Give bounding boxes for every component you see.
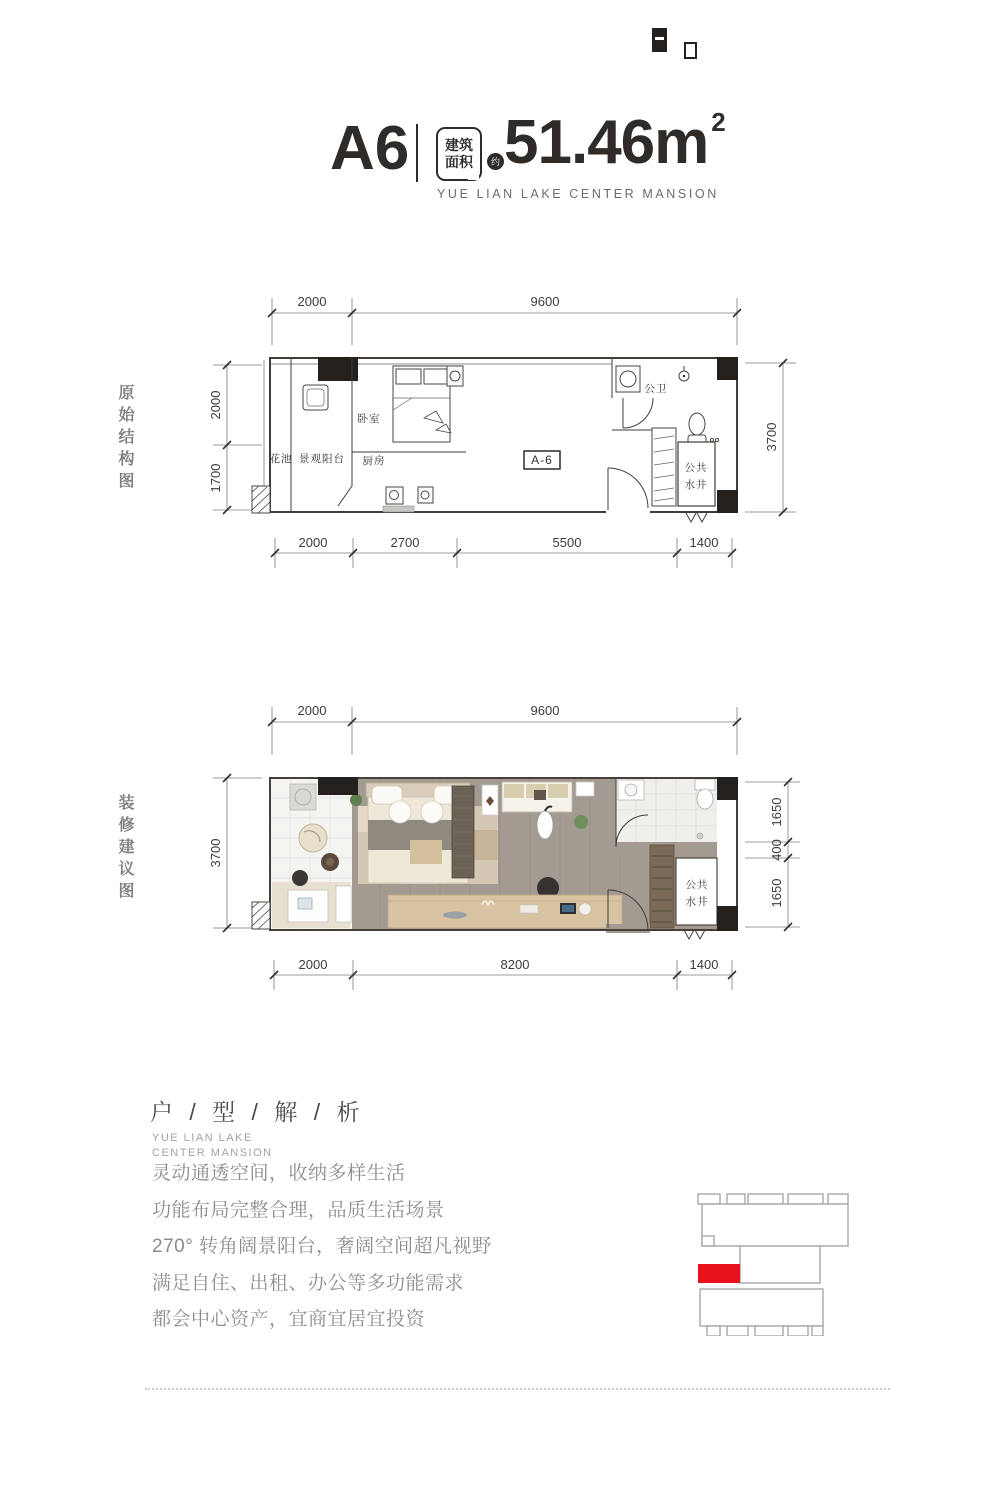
- p1-label-public-bath: 公卫: [644, 383, 668, 395]
- p1-dim-2700b: 2700: [390, 535, 420, 550]
- p1-water-well-line2: 水井: [684, 479, 708, 491]
- original-plan-label: 原始结构图: [116, 384, 133, 494]
- p1-dim-2000l: 2000: [208, 390, 223, 420]
- p2-hall-wardrobe: [650, 845, 674, 928]
- p1-bed: [393, 366, 451, 442]
- area-value: [504, 107, 725, 177]
- analysis-point-3: 270° 转角阔景阳台，奢阔空间超凡视野: [152, 1236, 492, 1257]
- p1-label-bedroom: 卧室: [357, 413, 381, 425]
- p1-dim-3700r: 3700: [764, 422, 779, 452]
- p1-label-kitchen: 厨房: [362, 455, 386, 467]
- p1-unit-tag-text: A-6: [531, 453, 553, 467]
- p2-dim-bottom: [270, 957, 736, 990]
- area-badge-line1: 建筑: [445, 137, 473, 153]
- unit-code: A6: [330, 114, 410, 183]
- analysis-point-5: 都会中心资产，宜商宜居宜投资: [152, 1309, 426, 1330]
- p2-dim-1650a: 1650: [769, 797, 784, 827]
- bottom-dotted-divider: [145, 1388, 890, 1390]
- p2-dim-8200b: 8200: [500, 957, 530, 972]
- analysis-points: [152, 1164, 492, 1347]
- p1-dim-9600t: 9600: [530, 294, 560, 309]
- top-edge-artifact-2: [684, 42, 697, 59]
- analysis-point-4: 满足自住、出租、办公等多功能需求: [152, 1272, 465, 1294]
- p2-dim-right: [745, 778, 800, 931]
- suggested-plan-label: 装修建议图: [116, 794, 133, 904]
- p2-dim-top: [268, 703, 741, 755]
- analysis-subtitle-line1: YUE LIAN LAKE: [152, 1132, 253, 1144]
- p1-dim-5500b: 5500: [552, 535, 582, 550]
- decor-suggestion-plan: [200, 690, 820, 1010]
- approx-mark: 约: [487, 153, 504, 170]
- analysis-heading: 户 / 型 / 解 / 析: [150, 1099, 365, 1125]
- p1-label-flower-bed: 花池: [269, 453, 293, 465]
- area-badge-notch: [468, 171, 479, 180]
- p1-dim-1700l: 1700: [208, 463, 223, 493]
- p2-dim-2000b: 2000: [298, 957, 328, 972]
- project-name: YUE LIAN LAKE CENTER MANSION: [437, 187, 719, 201]
- p1-hatch-corner: [252, 486, 270, 513]
- p1-label-balcony: 景观阳台: [299, 453, 345, 465]
- p1-wardrobe: [652, 428, 676, 506]
- p2-dim-3700l: 3700: [208, 838, 223, 868]
- analysis-subtitle: [152, 1131, 273, 1161]
- header-divider: [416, 124, 418, 182]
- p1-unit-tag: [524, 451, 560, 469]
- p2-water-well-line2: 水井: [685, 896, 709, 908]
- area-superscript: 2: [711, 107, 725, 137]
- p2-dim-1400b: 1400: [689, 957, 719, 972]
- p1-dim-right: [745, 359, 796, 516]
- original-structure-plan: [200, 280, 820, 600]
- key-plan-highlighted-unit: [698, 1264, 740, 1283]
- p1-dim-bottom: [271, 535, 736, 568]
- p1-water-well-line1: 公共: [684, 462, 708, 474]
- p2-dim-1650b: 1650: [769, 878, 784, 908]
- p1-floorplan: [252, 357, 738, 522]
- p1-dim-1400b: 1400: [689, 535, 719, 550]
- p2-hatch-corner: [252, 902, 270, 929]
- area-number: 51.46m: [504, 108, 709, 177]
- p2-dim-400: 400: [769, 839, 784, 861]
- p1-dim-2000t: 2000: [297, 294, 327, 309]
- analysis-point-2: 功能布局完整合理，品质生活场景: [152, 1199, 445, 1221]
- analysis-point-1: 灵动通透空间，收纳多样生活: [152, 1163, 406, 1184]
- building-key-plan: [688, 1186, 858, 1336]
- top-edge-artifact: [652, 28, 667, 52]
- p2-dim-2000t: 2000: [297, 703, 327, 718]
- p1-dim-2000b: 2000: [298, 535, 328, 550]
- p1-dim-top: [268, 294, 741, 345]
- p2-floorplan: [252, 777, 738, 939]
- p2-water-well-line1: 公共: [685, 879, 709, 891]
- p2-bed-wardrobe: [452, 786, 474, 878]
- p2-bathroom: [616, 778, 717, 842]
- p2-dim-9600t: 9600: [530, 703, 560, 718]
- area-badge-line2: 面积: [445, 154, 473, 170]
- analysis-subtitle-line2: CENTER MANSION: [152, 1147, 273, 1159]
